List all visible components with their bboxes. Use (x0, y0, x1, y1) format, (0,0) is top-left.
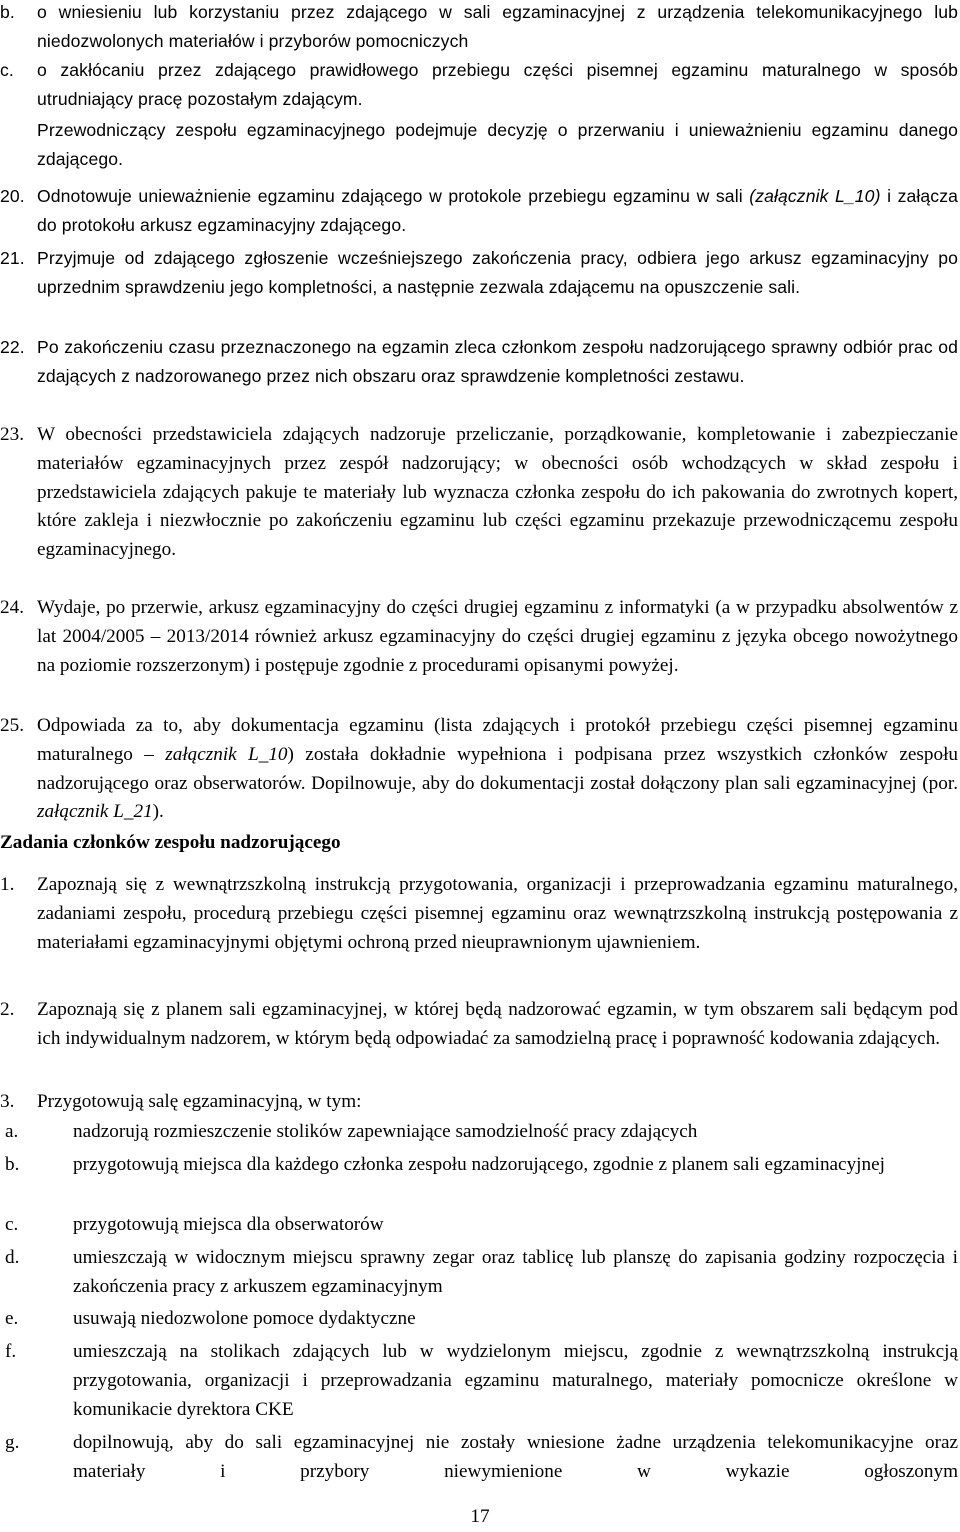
item-20-text (37, 182, 958, 240)
list-item-text: o wniesieniu lub korzystaniu przez zdającego w sali egzaminacyjnej z urządzenia telekomunikacyjnego lub niedozwolonych materiałów i przyborów pomocniczych (37, 2, 958, 51)
subtask-text: usuwają niedozwolone pomoce dydaktyczne (73, 1308, 416, 1329)
item-20-text-b: i załącza do protokołu arkusz egzaminacyjny zdającego. (37, 186, 958, 235)
item-number: 22. (0, 337, 25, 357)
paragraph-decision: Przewodniczący zespołu egzaminacyjnego podejmuje decyzję o przerwaniu i unieważnieniu egzaminu danego zdającego. (37, 120, 958, 169)
item-25-text-b: ) została dokładnie wypełniona i podpisana przez wszystkich członków zespołu nadzorującego oraz obserwatorów. Dopilnowuje, aby do dokumentacji został dołączony plan sali egzaminacyjnej (por. (37, 743, 958, 794)
page-number: 17 (470, 1506, 490, 1527)
task-text: Zapoznają się z wewnątrzszkolną instrukcją przygotowania, organizacji i przeprowadzania egzaminu maturalnego, zadaniami zespołu, procedurą przebiegu części pisemnej egzaminu oraz wewnątrzszkolną instrukcją postępowania z materiałami egzaminacyjnymi objętymi ochroną przed nieuprawnionym ujawnieniem. (37, 874, 958, 953)
item-25-italic-a: załącznik L_10 (165, 743, 288, 765)
item-21-text: Przyjmuje od zdającego zgłoszenie wcześniejszego zakończenia pracy, odbiera jego arkusz egzaminacyjny po uprzednim sprawdzeniu jego kompletności, a następnie zezwala zdającemu na opuszczenie sali. (37, 248, 958, 297)
task-text: Zapoznają się z planem sali egzaminacyjnej, w której będą nadzorować egzamin, w tym obszarem sali będącym pod ich indywidualnym nadzorem, w którym będą odpowiadać za samodzielną pracę i poprawność kodowania zdających. (37, 999, 958, 1049)
subtask-marker: b. (5, 1154, 20, 1175)
list-marker: c. (0, 60, 14, 80)
subtask-marker: g. (5, 1432, 20, 1453)
item-24-text: Wydaje, po przerwie, arkusz egzaminacyjny do części drugiej egzaminu z informatyki (a w przypadku absolwentów z lat 2004/2005 – 2013/2014 również arkusz egzaminacyjny do części drugiej egzaminu z języka obcego nowożytnego na poziomie rozszerzonym) i postępuje zgodnie z procedurami opisanymi powyżej. (37, 597, 958, 676)
subtask-text: dopilnowują, aby do sali egzaminacyjnej nie zostały wniesione żadne urządzenia telekomunikacyjne oraz materiały i przybory niewymienione w wykazie ogłoszonym (73, 1432, 958, 1482)
item-20-italic: (załącznik L_10) (749, 186, 881, 206)
item-23-text: W obecności przedstawiciela zdających nadzoruje przeliczanie, porządkowanie, kompletowanie i zabezpieczanie materiałów egzaminacyjnych przez zespół nadzorujący; w obecności osób wchodzących w skład zespołu i przedstawiciela zdających pakuje te materiały lub wyznacza członka zespołu do ich pakowania do zwrotnych kopert, które zakleja i niezwłocznie po zakończeniu egzaminu lub części egzaminu przekazuje przewodniczącemu zespołu egzaminacyjnego. (37, 424, 958, 561)
list-marker: b. (0, 2, 15, 22)
subtask-text: przygotowują miejsca dla obserwatorów (73, 1214, 384, 1235)
item-25-italic-b: załącznik L_21 (37, 801, 153, 823)
task-number: 3. (0, 1091, 15, 1112)
subtask-marker: e. (5, 1308, 19, 1329)
subtask-marker: a. (5, 1121, 19, 1142)
item-number: 20. (0, 186, 25, 206)
subtask-marker: d. (5, 1247, 20, 1268)
item-25-text (37, 712, 958, 827)
item-number: 24. (0, 597, 24, 618)
section-heading: Zadania członków zespołu nadzorującego (0, 832, 341, 853)
item-number: 21. (0, 248, 25, 268)
item-number: 25. (0, 715, 24, 736)
item-20-text-a: Odnotowuje unieważnienie egzaminu zdającego w protokole przebiegu egzaminu w sali (37, 186, 743, 206)
task-text: Przygotowują salę egzaminacyjną, w tym: (37, 1091, 362, 1112)
subtask-text: umieszczają na stolikach zdających lub w wydzielonym miejscu, zgodnie z wewnątrzszkolną instrukcją przygotowania, organizacji i przeprowadzania egzaminu maturalnego, materiały pomocnicze określone w komunikacie dyrektora CKE (73, 1341, 958, 1420)
item-25-text-c: ). (152, 801, 164, 823)
list-item-text: o zakłócaniu przez zdającego prawidłowego przebiegu części pisemnej egzaminu maturalnego w sposób utrudniający pracę pozostałym zdającym. (37, 60, 958, 109)
item-25-text-a: Odpowiada za to, aby dokumentacja egzaminu (lista zdających i protokół przebiegu części pisemnej egzaminu maturalnego – (37, 715, 958, 765)
item-number: 23. (0, 424, 24, 445)
subtask-text: nadzorują rozmieszczenie stolików zapewniające samodzielność pracy zdających (73, 1121, 698, 1142)
subtask-text: umieszczają w widocznym miejscu sprawny zegar oraz tablicę lub planszę do zapisania godziny rozpoczęcia i zakończenia pracy z arkuszem egzaminacyjnym (73, 1247, 958, 1297)
item-22-text: Po zakończeniu czasu przeznaczonego na egzamin zleca członkom zespołu nadzorującego sprawny odbiór prac od zdających z nadzorowanego przez nich obszaru oraz sprawdzenie kompletności zestawu. (37, 337, 958, 386)
subtask-marker: c. (5, 1214, 19, 1235)
task-number: 1. (0, 874, 15, 895)
subtask-marker: f. (5, 1341, 17, 1362)
task-number: 2. (0, 999, 15, 1020)
subtask-text: przygotowują miejsca dla każdego członka zespołu nadzorującego, zgodnie z planem sali egzaminacyjnej (73, 1154, 885, 1175)
